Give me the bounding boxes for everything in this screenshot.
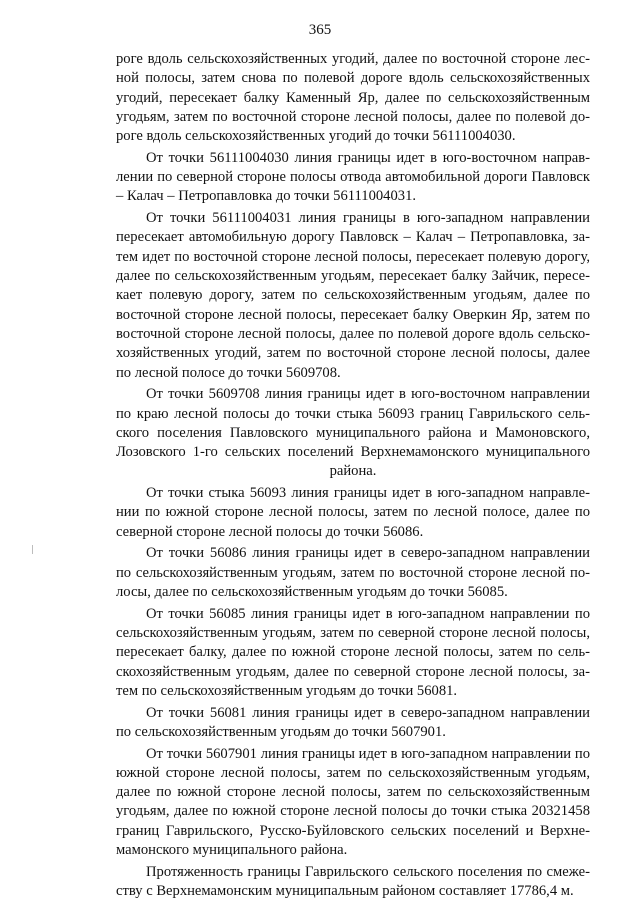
document-body bbox=[116, 50, 590, 904]
paragraph-7: От точки 56085 линия границы идет в юго-западном направлении по сельскохозяйственным угодьям, затем по северной стороне лесной полосы, пересекает балку, далее по южной стороне лесной полосы, затем по сельскохозяйственным угодьям, далее по северной стороне лесной полосы, затем по сельскохозяйственным угодьям до точки 56081. bbox=[116, 605, 590, 699]
paragraph-5: От точки стыка 56093 линия границы идет в юго-западном направлении по южной стороне лесной полосы, затем по лесной полосе, далее по северной стороне лесной полосы до точки 56086. bbox=[116, 485, 590, 540]
paragraph-10: Протяженность границы Гаврильского сельского поселения по смежеству с Верхнемамонским муниципальным районом составляет 17786,4 м. bbox=[116, 863, 590, 899]
paragraph-9: От точки 5607901 линия границы идет в юго-западном направлении по южной стороне лесной полосы, затем по сельскохозяйственным угодьям, далее по южной стороне лесной полосы, затем по сельскохозяйственным угодьям, далее по южной стороне лесной полосы до точки стыка 20321458 границ Гаврильского, Русско-Буйловского сельских поселений и Верхнемамонского муниципального района. bbox=[116, 745, 590, 858]
paragraph-8: От точки 56081 линия границы идет в северо-западном направлении по сельскохозяйственным угодьям до точки 5607901. bbox=[116, 704, 590, 740]
page-number: 365 bbox=[308, 22, 332, 38]
paragraph-4: От точки 5609708 линия границы идет в юго-восточном направлении по краю лесной полосы до точки стыка 56093 границ Гаврильского сельского поселения Павловского муниципального района и Мамоновского, Лозовского 1-го сельских поселений Верхнемамонского муниципального района. bbox=[116, 386, 590, 480]
scan-margin-mark bbox=[32, 545, 33, 554]
paragraph-2: От точки 56111004030 линия границы идет в юго-восточном направлении по северной стороне полосы отвода автомобильной дороги Павловск – Калач – Петропавловка до точки 56111004031. bbox=[116, 149, 590, 205]
paragraph-3: От точки 56111004031 линия границы в юго-западном направлении пересекает автомобильную дорогу Павловск – Калач – Петропавловка, затем идет по восточной стороне лесной полосы, пересекает полевую дорогу, далее по сельскохозяйственным угодьям, пересекает балку Зайчик, пересекает полевую дорогу, затем по сельскохозяйственным угодьям, далее по восточной стороне лесной полосы, пересекает балку Оверкин Яр, затем по восточной стороне лесной полосы, далее по полевой дороге вдоль сельскохозяйственных угодий, затем по восточной стороне лесной полосы, далее по лесной полосе до точки 5609708. bbox=[116, 210, 590, 381]
paragraph-6: От точки 56086 линия границы идет в северо-западном направлении по сельскохозяйственным угодьям, затем по восточной стороне лесной полосы, далее по сельскохозяйственным угодьям до точки 56085. bbox=[116, 545, 590, 600]
paragraph-1: роге вдоль сельскохозяйственных угодий, далее по восточной стороне лесной полосы, затем снова по полевой дороге вдоль сельскохозяйственных угодий, пересекает балку Каменный Яр, далее по сельскохозяйственным угодьям, затем по восточной стороне лесной полосы, далее по полевой дороге вдоль сельскохозяйственных угодий до точки 56111004030. bbox=[116, 51, 590, 145]
